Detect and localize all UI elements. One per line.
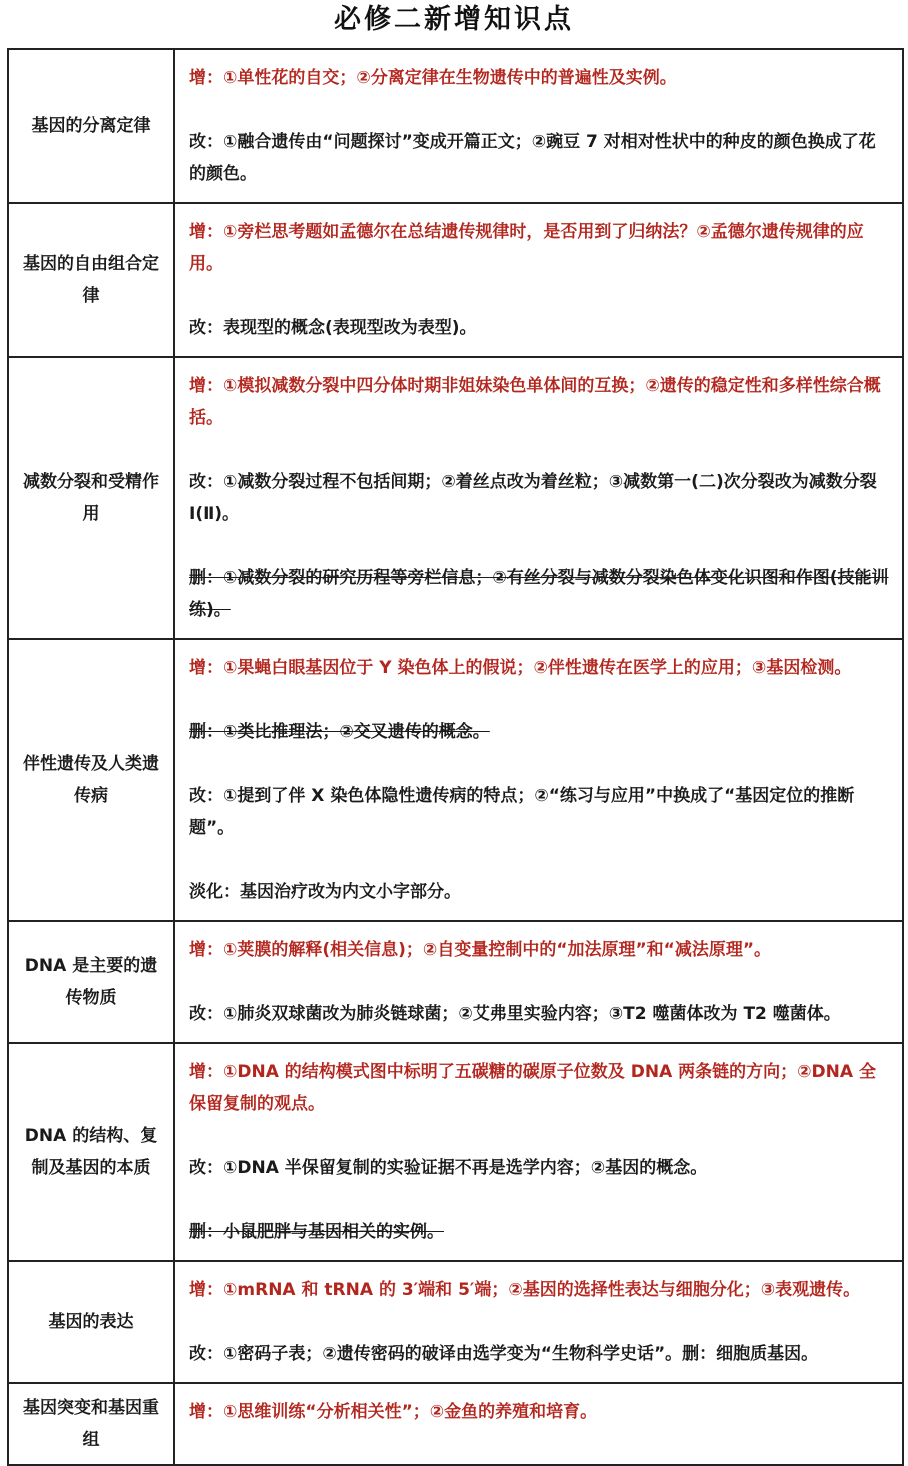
change-item-chg: 改：①提到了伴 X 染色体隐性遗传病的特点；②“练习与应用”中换成了“基因定位的推断题”。 (189, 786, 855, 838)
change-item-add: 增：①单性花的自交；②分离定律在生物遗传中的普遍性及实例。 (189, 68, 677, 88)
change-item-add: 增：①模拟减数分裂中四分体时期非姐妹染色单体间的互换；②遗传的稳定性和多样性综合概括。 (189, 376, 881, 428)
change-item-fade: 淡化：基因治疗改为内文小字部分。 (189, 882, 461, 902)
content-cell (174, 203, 903, 357)
change-item-chg: 改：①密码子表；②遗传密码的破译由选学变为“生物科学史话”。删：细胞质基因。 (189, 1344, 819, 1364)
change-item-add: 增：①旁栏思考题如孟德尔在总结遗传规律时，是否用到了归纳法？②孟德尔遗传规律的应用。 (189, 222, 864, 274)
topic-cell: 基因的分离定律 (8, 49, 174, 203)
change-item-del: 删：①减数分裂的研究历程等旁栏信息；②有丝分裂与减数分裂染色体变化识图和作图(技能训练)。 (189, 568, 889, 620)
change-item-chg: 改：①融合遗传由“问题探讨”变成开篇正文；②豌豆 7 对相对性状中的种皮的颜色换成了花的颜色。 (189, 132, 876, 184)
change-item-del: 删：小鼠肥胖与基因相关的实例。 (189, 1222, 444, 1242)
table-row (8, 203, 903, 357)
table-row (8, 1261, 903, 1383)
content-cell (174, 1383, 903, 1465)
table-row (8, 921, 903, 1043)
content-cell (174, 639, 903, 921)
change-item-add: 增：①荚膜的解释(相关信息)；②自变量控制中的“加法原理”和“减法原理”。 (189, 940, 772, 960)
topic-cell: 基因突变和基因重组 (8, 1383, 174, 1465)
content-cell (174, 921, 903, 1043)
content-cell (174, 1261, 903, 1383)
content-cell (174, 1043, 903, 1261)
topic-cell: DNA 是主要的遗传物质 (8, 921, 174, 1043)
table-row (8, 357, 903, 639)
page-title: 必修二新增知识点 (334, 4, 574, 35)
change-item-add: 增：①思维训练“分析相关性”；②金鱼的养殖和培育。 (189, 1402, 598, 1422)
table-row (8, 1043, 903, 1261)
table-row (8, 639, 903, 921)
content-cell (174, 49, 903, 203)
change-item-add: 增：①DNA 的结构模式图中标明了五碳糖的碳原子位数及 DNA 两条链的方向；②DNA 全保留复制的观点。 (189, 1062, 876, 1114)
topic-cell: 伴性遗传及人类遗传病 (8, 639, 174, 921)
topic-cell: 基因的自由组合定律 (8, 203, 174, 357)
topic-cell: DNA 的结构、复制及基因的本质 (8, 1043, 174, 1261)
table-row (8, 49, 903, 203)
topic-cell: 减数分裂和受精作用 (8, 357, 174, 639)
change-item-chg: 改：表现型的概念(表现型改为表型)。 (189, 318, 477, 338)
topic-cell: 基因的表达 (8, 1261, 174, 1383)
table-row (8, 1383, 903, 1465)
content-cell (174, 357, 903, 639)
change-item-chg: 改：①减数分裂过程不包括间期；②着丝点改为着丝粒；③减数第一(二)次分裂改为减数分裂Ⅰ(Ⅱ)。 (189, 472, 877, 524)
change-item-chg: 改：①DNA 半保留复制的实验证据不再是选学内容；②基因的概念。 (189, 1158, 708, 1178)
change-item-add: 增：①果蝇白眼基因位于 Y 染色体上的假说；②伴性遗传在医学上的应用；③基因检测。 (189, 658, 852, 678)
change-item-del: 删：①类比推理法；②交叉遗传的概念。 (189, 722, 490, 742)
change-item-chg: 改：①肺炎双球菌改为肺炎链球菌；②艾弗里实验内容；③T2 噬菌体改为 T2 噬菌体。 (189, 1004, 841, 1024)
knowledge-table (7, 48, 904, 1466)
change-item-add: 增：①mRNA 和 tRNA 的 3′端和 5′端；②基因的选择性表达与细胞分化；③表观遗传。 (189, 1280, 861, 1300)
